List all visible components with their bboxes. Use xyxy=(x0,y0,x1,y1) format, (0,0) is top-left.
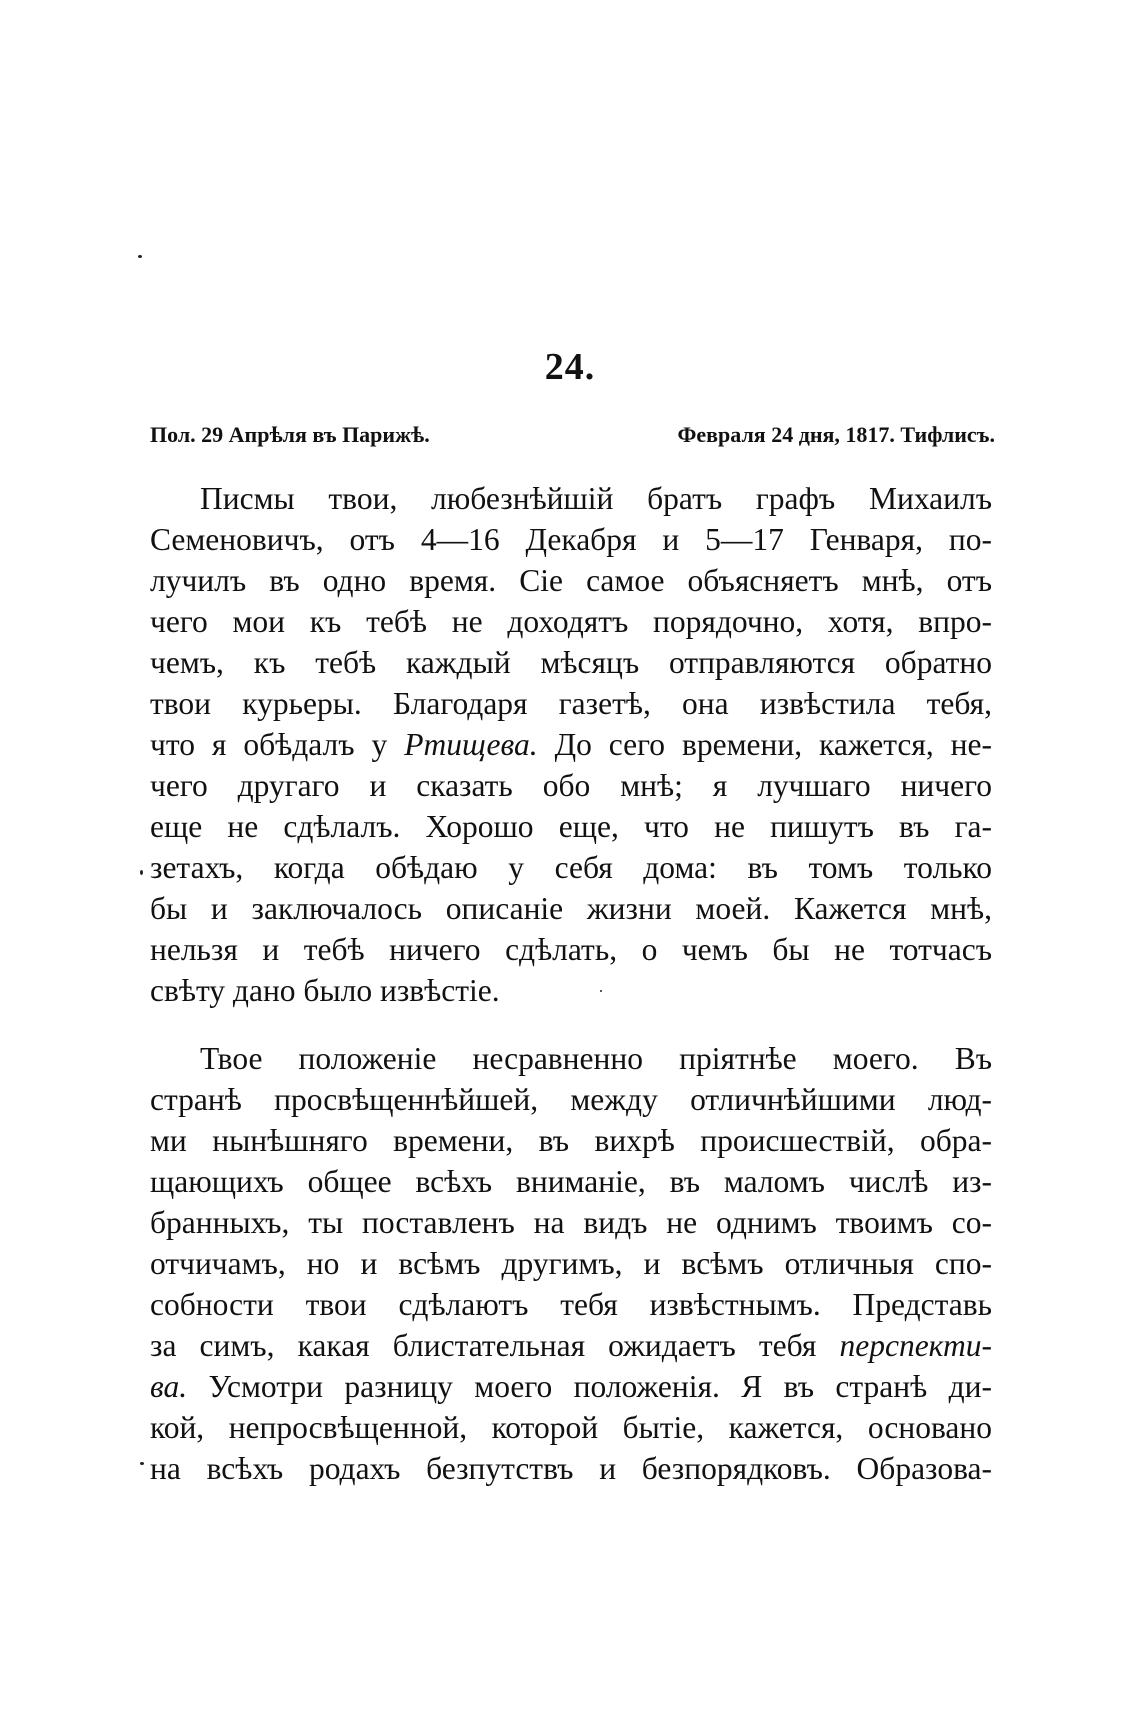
letter-date-place: Февраля 24 дня, 1817. Тифлисъ. xyxy=(677,422,995,447)
received-note: Пол. 29 Апрѣля въ Парижѣ. xyxy=(150,422,430,447)
paragraph-1 xyxy=(150,478,992,1011)
text-line: чемъ, къ тебѣ каждый мѣсяцъ отправляются обратно xyxy=(150,645,992,680)
text-line: кой, непросвѣщенной, которой бытіе, кажется, основано xyxy=(150,1410,992,1445)
text-line: еще не сдѣлалъ. Хорошо еще, что не пишутъ въ га- xyxy=(150,809,992,844)
text-line: странѣ просвѣщеннѣйшей, между отличнѣйшими люд- xyxy=(150,1082,992,1117)
text-line: Семеновичъ, отъ 4—16 Декабря и 5—17 Генваря, по- xyxy=(150,522,992,557)
text-line: нельзя и тебѣ ничего сдѣлать, о чемъ бы не тотчасъ xyxy=(150,932,992,967)
print-speck xyxy=(138,255,142,258)
letter-number: 24. xyxy=(544,346,596,388)
paragraph-2 xyxy=(150,1038,992,1489)
text-line: собности твои сдѣлаютъ тебя извѣстнымъ. Представь xyxy=(150,1287,992,1322)
text-line: чего мои къ тебѣ не доходятъ порядочно, хотя, впро- xyxy=(150,604,992,639)
italic-name: Ртищева. xyxy=(404,727,538,762)
text-line: на всѣхъ родахъ безпутствъ и безпорядковъ. Образова- xyxy=(150,1451,992,1486)
text-line: Твое положеніе несравненно пріятнѣе моего. Въ xyxy=(200,1041,992,1076)
italic-word: перспекти- xyxy=(839,1328,992,1363)
text-line: щающихъ общее всѣхъ вниманіе, въ маломъ числѣ из- xyxy=(150,1164,992,1199)
italic-word: ва. xyxy=(150,1369,188,1404)
print-speck xyxy=(140,1462,144,1465)
text-line: отчичамъ, но и всѣмъ другимъ, и всѣмъ отличныя спо- xyxy=(150,1246,992,1281)
text-line: Писмы твои, любезнѣйшій братъ графъ Михаилъ xyxy=(200,481,992,516)
print-speck xyxy=(140,870,143,875)
print-speck xyxy=(600,990,602,992)
text-line: свѣту дано было извѣстіе. xyxy=(150,973,500,1008)
text-line xyxy=(150,1366,992,1407)
text-line: зетахъ, когда обѣдаю у себя дома: въ томъ только xyxy=(150,850,992,885)
text-line: бы и заключалось описаніе жизни моей. Кажется мнѣ, xyxy=(150,891,992,926)
text-line: ми нынѣшняго времени, въ вихрѣ происшествій, обра- xyxy=(150,1123,992,1158)
text-line: бранныхъ, ты поставленъ на видъ не однимъ твоимъ со- xyxy=(150,1205,992,1240)
text-line: твои курьеры. Благодаря газетѣ, она извѣстила тебя, xyxy=(150,686,992,721)
text-segment: До сего времени, кажется, не- xyxy=(537,727,992,762)
text-segment: Усмотри разницу моего положенія. Я въ странѣ ди- xyxy=(187,1369,992,1404)
text-segment: за симъ, какая блистательная ожидаетъ тебя xyxy=(150,1328,840,1363)
text-line xyxy=(150,1325,992,1366)
text-line: лучилъ въ одно время. Сіе самое объясняетъ мнѣ, отъ xyxy=(150,563,992,598)
text-line: чего другаго и сказать обо мнѣ; я лучшаго ничего xyxy=(150,768,992,803)
text-line xyxy=(150,724,992,765)
text-segment: что я обѣдалъ у xyxy=(150,727,405,762)
